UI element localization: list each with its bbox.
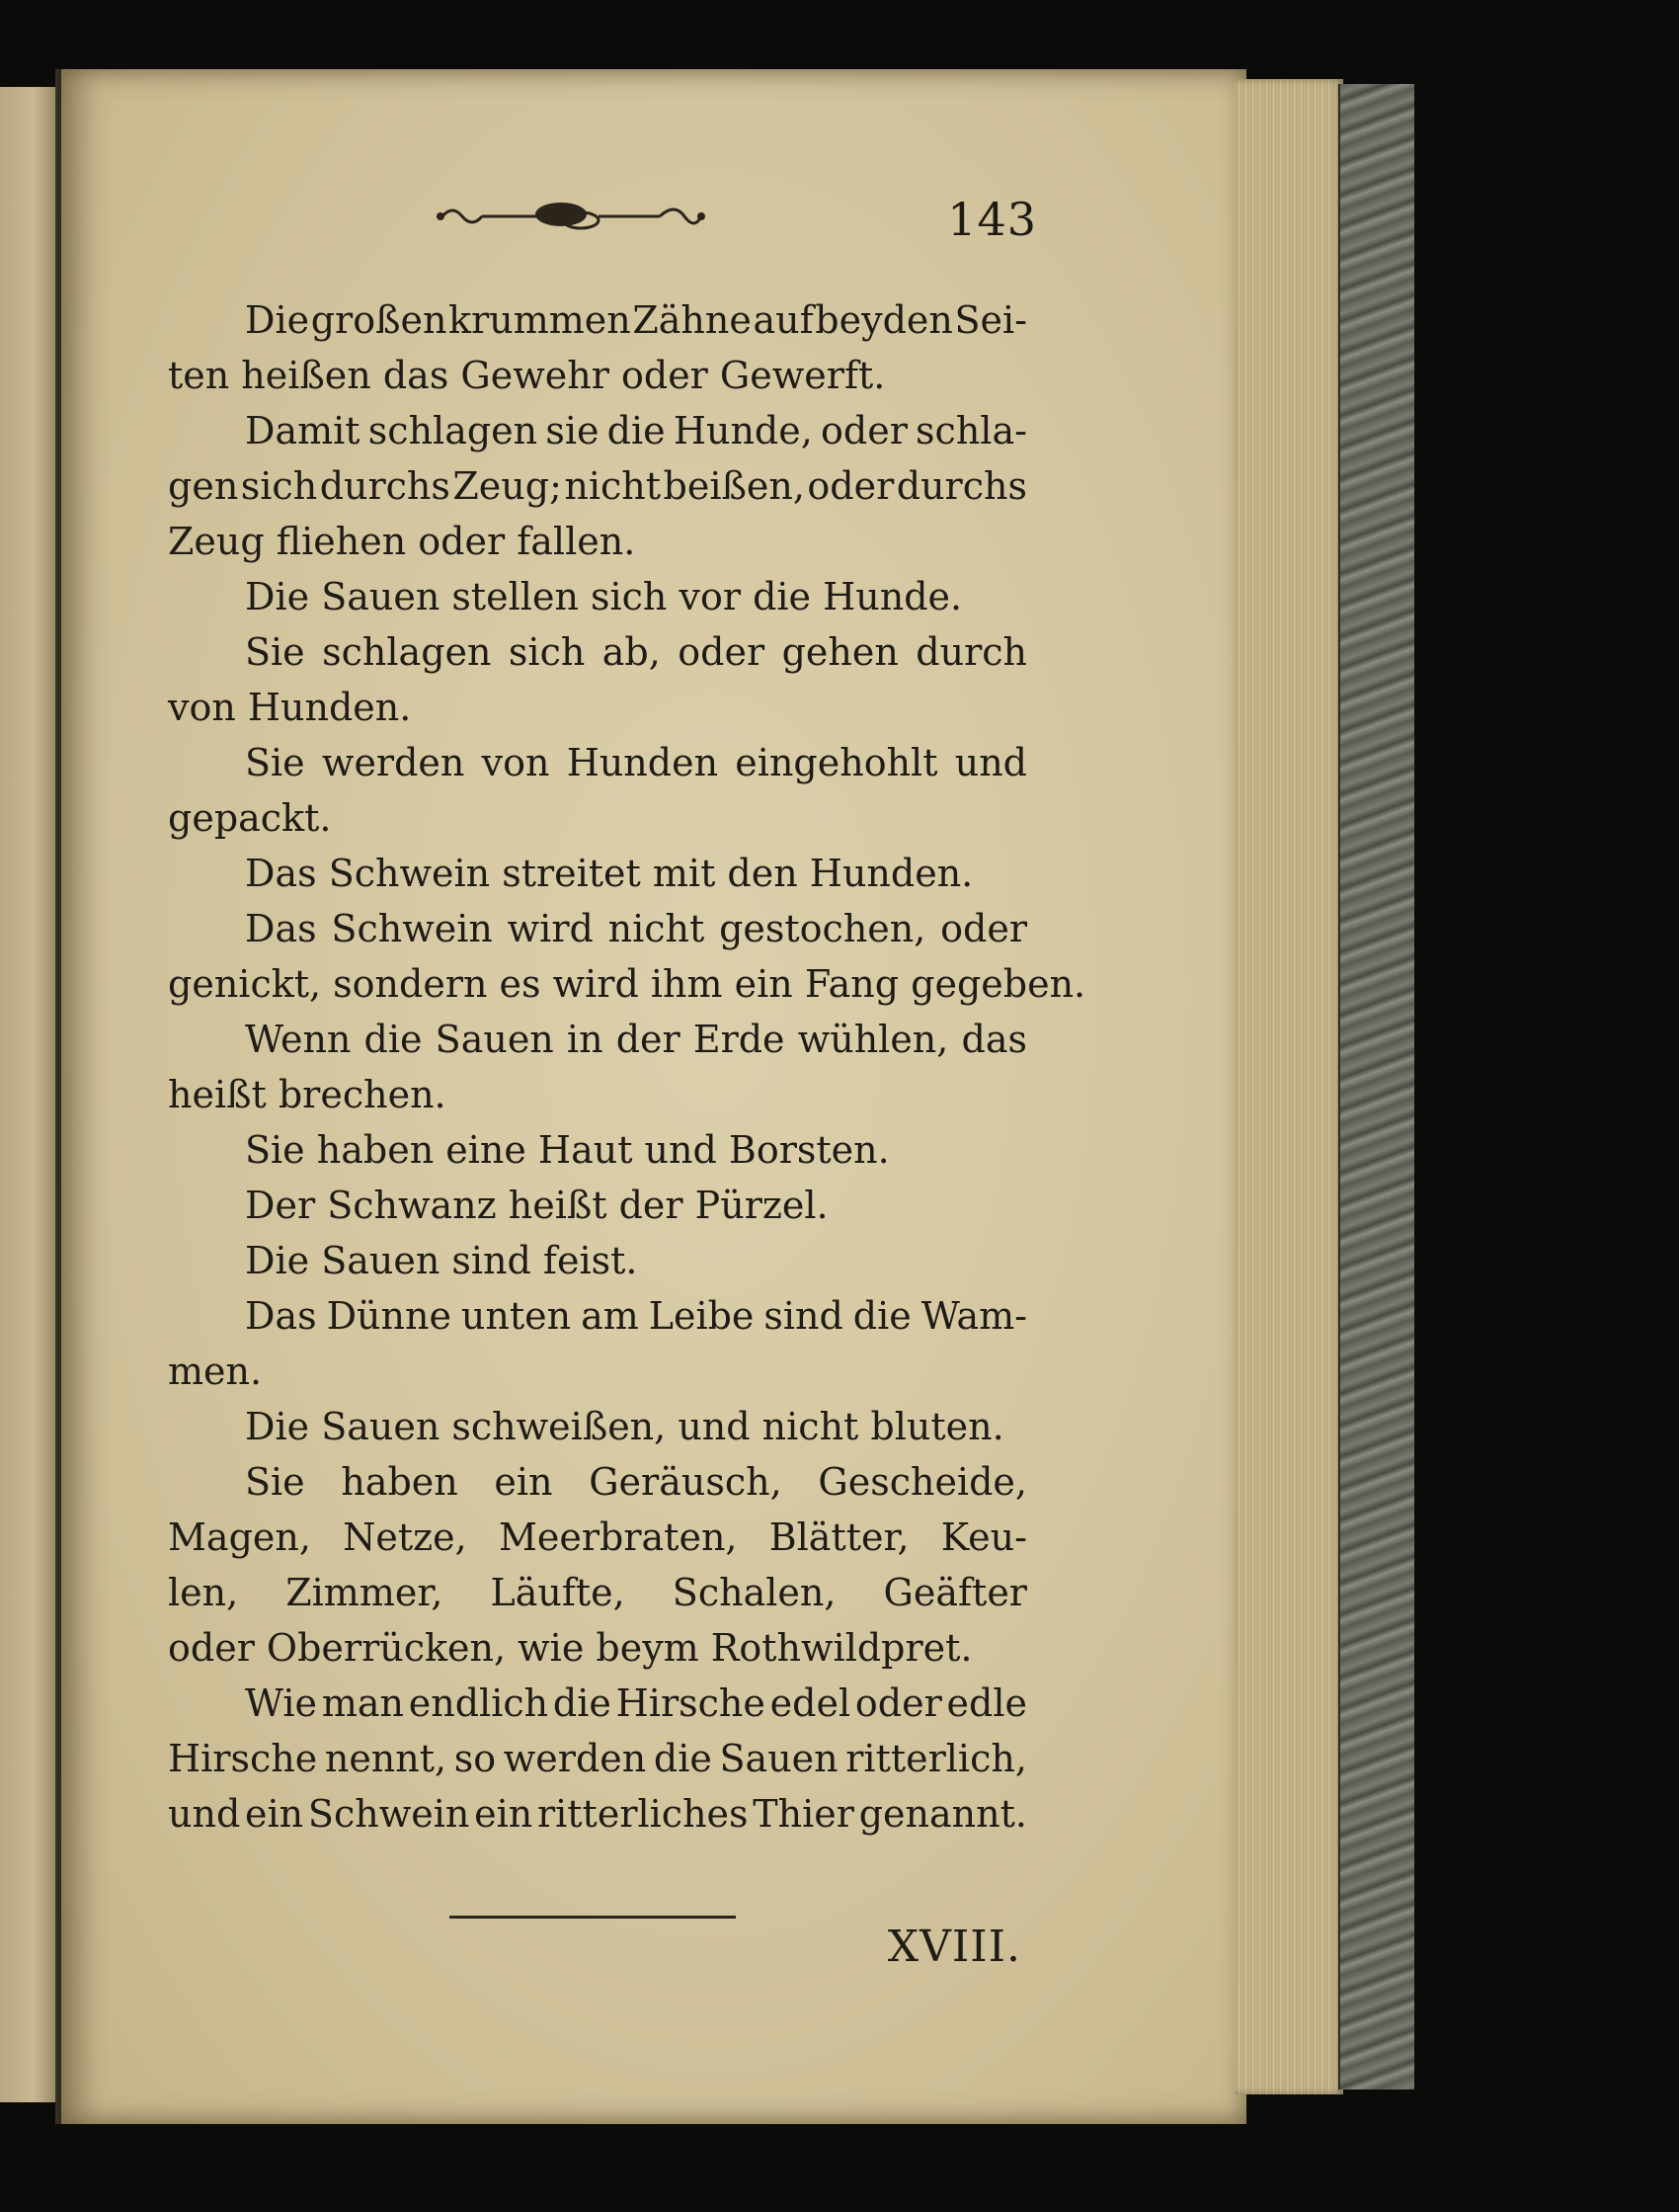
text-line: Sie haben eine Haut und Borsten. (245, 1128, 890, 1172)
text-line: Hirsche nennt, so werden die Sauen ritterlich, (168, 1737, 1027, 1780)
text-line: Das Schwein wird nicht gestochen, oder (245, 907, 1027, 950)
text-line: Sie haben ein Geräusch, Gescheide, (245, 1460, 1027, 1504)
marbled-cover (1338, 84, 1414, 2089)
text-line: Sie werden von Hunden eingehohlt und (245, 741, 1027, 784)
text-line: Die Sauen sind feist. (245, 1239, 638, 1282)
page-header (168, 193, 1037, 252)
text-line: Zeug fliehen oder fallen. (168, 520, 636, 563)
text-line: Damit schlagen sie die Hunde, oder schla- (245, 409, 1027, 452)
end-rule (449, 1916, 736, 1919)
text-line: Der Schwanz heißt der Pürzel. (245, 1184, 829, 1227)
text-line: Wenn die Sauen in der Erde wühlen, das (245, 1018, 1027, 1061)
text-line: ten heißen das Gewehr oder Gewerft. (168, 354, 886, 397)
text-line: gen sich durchs Zeug; nicht beißen, oder durchs (168, 464, 1027, 508)
ornament-icon (433, 197, 707, 236)
text-line: genickt, sondern es wird ihm ein Fang gegeben. (168, 962, 1086, 1006)
text-line: Magen, Netze, Meerbraten, Blätter, Keu- (168, 1516, 1027, 1559)
text-line: len, Zimmer, Läufte, Schalen, Geäfter (168, 1571, 1027, 1614)
text-line: Das Dünne unten am Leibe sind die Wam- (245, 1294, 1027, 1338)
text-line: oder Oberrücken, wie beym Rothwildpret. (168, 1626, 973, 1670)
page-body-text (168, 292, 1086, 1842)
text-line: gepackt. (168, 796, 332, 840)
page-number: 143 (947, 193, 1037, 246)
text-line: von Hunden. (168, 686, 412, 729)
page-block-edges (1235, 79, 1343, 2094)
text-line: men. (168, 1350, 263, 1393)
facing-page-edge (0, 87, 61, 2102)
catchword: XVIII. (887, 1922, 1021, 1972)
text-line: Das Schwein streitet mit den Hunden. (245, 852, 974, 895)
text-line: Wie man endlich die Hirsche edel oder edle (245, 1681, 1027, 1725)
text-line: heißt brechen. (168, 1073, 446, 1116)
text-line: Die Sauen schweißen, und nicht bluten. (245, 1405, 1004, 1448)
text-line: Die großen krummen Zähne auf beyden Sei- (245, 298, 1027, 342)
text-line: Die Sauen stellen sich vor die Hunde. (245, 575, 963, 618)
text-line: und ein Schwein ein ritterliches Thier genannt. (168, 1792, 1027, 1836)
text-line: Sie schlagen sich ab, oder gehen durch (245, 630, 1027, 674)
